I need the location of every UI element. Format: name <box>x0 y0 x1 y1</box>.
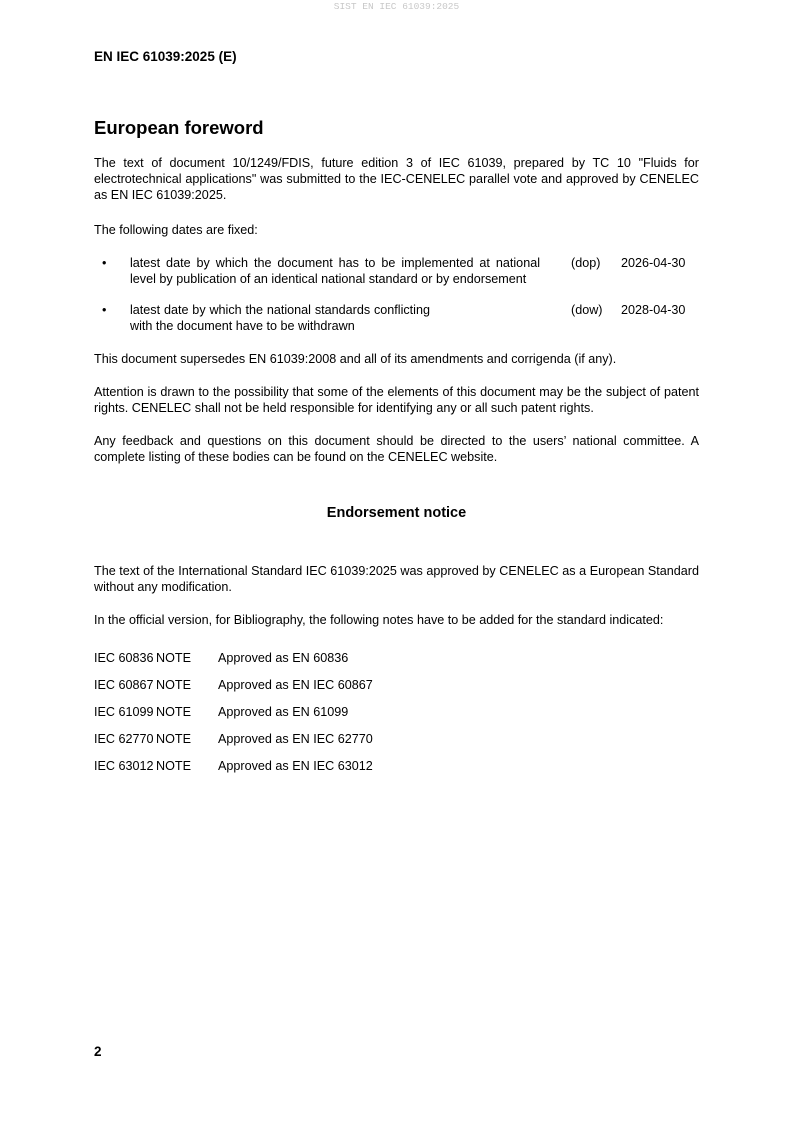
date-code: (dop) <box>571 256 601 270</box>
note-text: Approved as EN 60836 <box>218 651 349 665</box>
date-description: latest date by which the document has to be implemented at national level by publication of an identical national standard or by endorsement <box>130 256 540 286</box>
bullet: • <box>102 303 107 317</box>
note-text: Approved as EN IEC 63012 <box>218 759 373 773</box>
foreword-paragraph: The text of document 10/1249/FDIS, future edition 3 of IEC 61039, prepared by TC 10 "Fluids for electrotechnical applications" was submitted to the IEC-CENELEC parallel vote and approved by CENELEC as EN IEC 61039:2025. <box>94 156 699 202</box>
page-number: 2 <box>94 1044 102 1059</box>
note-label: NOTE <box>156 759 191 773</box>
dates-intro: The following dates are fixed: <box>94 223 258 237</box>
foreword-title: European foreword <box>94 117 264 138</box>
note-text: Approved as EN 61099 <box>218 705 349 719</box>
date-code: (dow) <box>571 303 603 317</box>
bibliography-intro: In the official version, for Bibliography, the following notes have to be added for the standard indicated: <box>94 613 664 627</box>
endorsement-title: Endorsement notice <box>326 505 467 521</box>
note-label: NOTE <box>156 678 191 692</box>
document-header: EN IEC 61039:2025 (E) <box>94 49 237 64</box>
note-text: Approved as EN IEC 60867 <box>218 678 373 692</box>
note-label: NOTE <box>156 732 191 746</box>
date-item-dow <box>94 302 699 334</box>
date-value: 2028-04-30 <box>621 303 686 317</box>
note-standard: IEC 63012 <box>94 759 154 773</box>
note-standard: IEC 60867 <box>94 678 154 692</box>
attention-paragraph: Attention is drawn to the possibility that some of the elements of this document may be the subject of patent rights. CENELEC shall not be held responsible for identifying any or all such patent rights. <box>94 385 699 415</box>
note-standard: IEC 60836 <box>94 651 154 665</box>
date-item-dop <box>94 255 699 287</box>
note-text: Approved as EN IEC 62770 <box>218 732 373 746</box>
supersedes-paragraph: This document supersedes EN 61039:2008 and all of its amendments and corrigenda (if any). <box>94 352 617 366</box>
date-description: latest date by which the national standards conflicting with the document have to be withdrawn <box>130 303 430 333</box>
bullet: • <box>102 256 107 270</box>
feedback-paragraph: Any feedback and questions on this document should be directed to the users’ national committee. A complete listing of these bodies can be found on the CENELEC website. <box>94 434 699 464</box>
date-value: 2026-04-30 <box>621 256 686 270</box>
note-standard: IEC 62770 <box>94 732 154 746</box>
note-standard: IEC 61099 <box>94 705 154 719</box>
note-label: NOTE <box>156 651 191 665</box>
watermark: SIST EN IEC 61039:2025 <box>333 1 460 12</box>
note-label: NOTE <box>156 705 191 719</box>
endorsement-paragraph: The text of the International Standard IEC 61039:2025 was approved by CENELEC as a European Standard without any modification. <box>94 564 699 594</box>
